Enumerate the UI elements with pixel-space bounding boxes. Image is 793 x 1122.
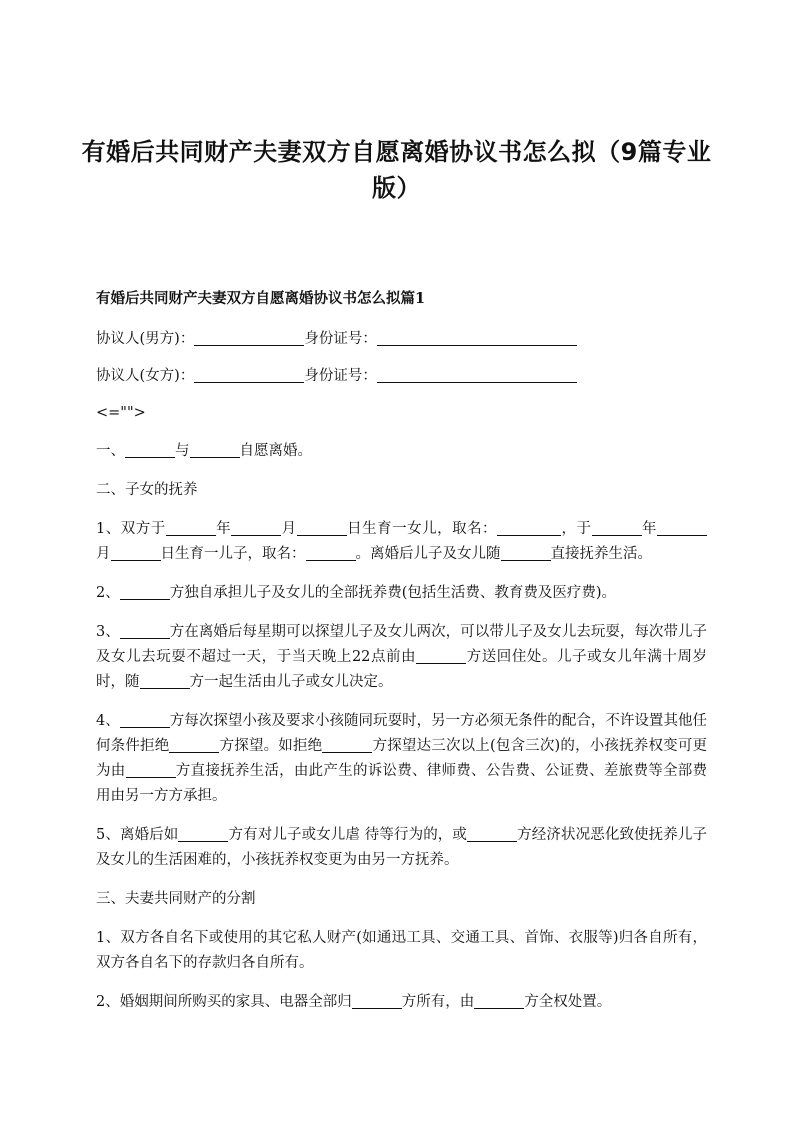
markup-note: <="">	[96, 405, 146, 421]
party-male-label: 协议人(男方)：	[96, 331, 195, 347]
blank	[120, 585, 170, 601]
document-title: 有婚后共同财产夫妻双方自愿离婚协议书怎么拟（9篇专业版）	[81, 138, 712, 202]
blank	[297, 521, 347, 537]
male-id-blank	[377, 331, 577, 347]
text: 方全权处置。	[524, 994, 612, 1010]
text: 年	[215, 521, 232, 537]
party-male-line	[96, 328, 707, 350]
text: 日生育一儿子，取名：	[160, 546, 306, 562]
document-body	[96, 288, 707, 1029]
text: 方独自承担儿子及女儿的全部抚养费(包括生活费、教育费及医疗费)。	[169, 585, 617, 601]
paragraph-2	[96, 581, 707, 606]
blank	[190, 443, 240, 459]
property-paragraph-2	[96, 990, 707, 1015]
paragraph-1	[96, 517, 707, 567]
text: 方经济状况恶化致使抚养儿子及女儿的生活困难的，小孩抚养权变更为由另一方抚养。	[96, 827, 708, 868]
text: 1、双方于	[96, 521, 166, 537]
blank	[322, 738, 372, 754]
blank	[497, 521, 561, 537]
blank	[467, 827, 517, 843]
paragraph-3	[96, 620, 707, 695]
text: 5、离婚后如	[96, 827, 179, 843]
blank	[474, 994, 524, 1010]
id-label: 身份证号：	[304, 331, 377, 347]
text: 月	[281, 521, 297, 537]
blank	[166, 521, 216, 537]
blank	[352, 994, 402, 1010]
text: 方探望达三次以上(包含三次)的，小孩抚养权变可更为由	[96, 738, 708, 779]
blank	[657, 521, 707, 537]
blank	[125, 443, 175, 459]
text: 方在离婚后每星期可以探望儿子及女儿两次，可以带儿子及女儿去玩耍，每次带儿子及女儿去玩耍不超过一天，于当天晚上22点前由	[96, 624, 707, 665]
text: 2、	[96, 585, 120, 601]
blank	[120, 713, 170, 729]
section-subtitle: 有婚后共同财产夫妻双方自愿离婚协议书怎么拟篇1	[96, 290, 426, 307]
blank	[111, 546, 161, 562]
paragraph-4	[96, 709, 707, 809]
text: 日生育一女儿，取名：	[346, 521, 498, 537]
male-name-blank	[194, 331, 304, 347]
text: 4、	[96, 713, 120, 729]
female-id-blank	[377, 368, 577, 384]
text: 方每次探望小孩及要求小孩随同玩耍时，另一方必须无条件的配合，不许设置其他任何条件拒绝	[96, 713, 707, 754]
text: 与	[175, 443, 190, 459]
text: 方有对儿子或女儿虐 待等行为的，或	[228, 827, 468, 843]
text: 3、	[96, 624, 120, 640]
text: 方所有，由	[401, 994, 475, 1010]
id-label: 身份证号：	[304, 368, 377, 384]
text: 2、婚姻期间所购买的家具、电器全部归	[96, 994, 352, 1010]
text: ，于	[561, 521, 592, 537]
heading-property-division: 三、夫妻共同财产的分割	[96, 891, 256, 907]
paragraph-5	[96, 823, 707, 873]
property-paragraph-1: 1、双方各自名下或使用的其它私人财产(如通迅工具、交通工具、首饰、衣服等)归各自所有，双方各自名下的存款归各自所有。	[96, 930, 707, 971]
blank	[120, 624, 170, 640]
text: 。离婚后儿子及女儿随	[355, 546, 501, 562]
blank	[231, 521, 281, 537]
text: 方送回住处。儿子或女儿年满十周岁时，随	[96, 649, 708, 690]
blank	[306, 546, 356, 562]
text: 年	[641, 521, 658, 537]
text: 月	[96, 546, 111, 562]
party-female-label: 协议人(女方)：	[96, 368, 195, 384]
blank	[126, 763, 176, 779]
text: 方一起生活由儿子或女儿决定。	[189, 674, 393, 690]
heading-child-custody: 二、子女的抚养	[96, 482, 198, 498]
blank	[416, 649, 466, 665]
blank	[501, 546, 551, 562]
female-name-blank	[194, 368, 304, 384]
text: 一、	[96, 443, 125, 459]
blank	[178, 827, 228, 843]
party-female-line	[96, 365, 707, 387]
blank	[140, 674, 190, 690]
text: 方探望。如拒绝	[219, 738, 323, 754]
text: 直接抚养生活。	[550, 546, 652, 562]
blank	[592, 521, 642, 537]
text: 自愿离婚。	[239, 443, 312, 459]
text: 方直接抚养生活，由此产生的诉讼费、律师费、公告费、公证费、差旅费等全部费用由另一方方承担。	[96, 763, 708, 804]
blank	[169, 738, 219, 754]
clause-1	[96, 439, 707, 464]
